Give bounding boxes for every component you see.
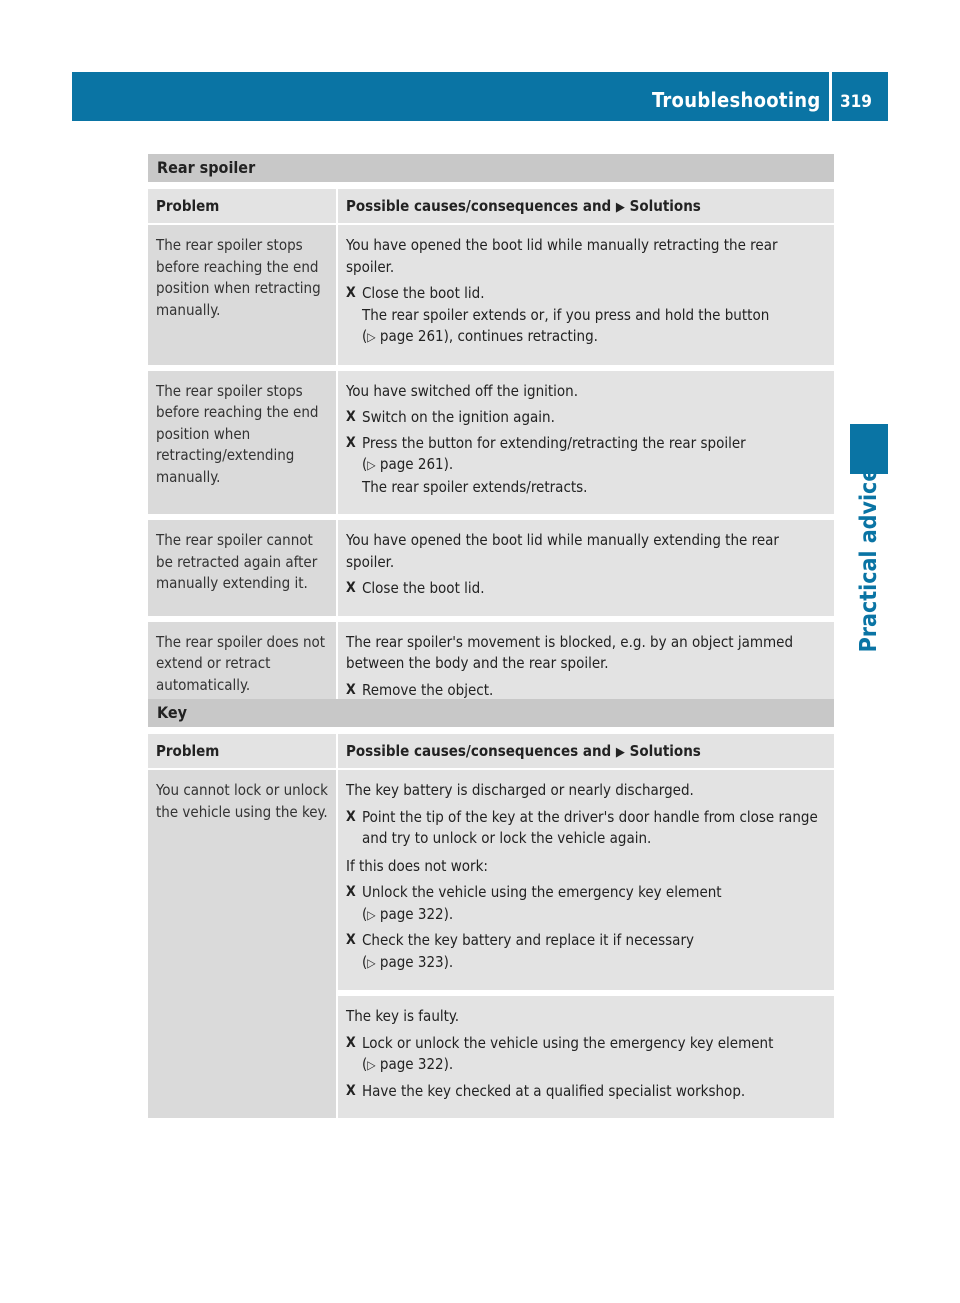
key-section xyxy=(148,699,834,1118)
section-title-key: Key xyxy=(148,699,834,727)
solution-cell: You have opened the boot lid while manually retracting the rear spoiler. X Close the boot lid. The rear spoiler extends or, if you press and hold the button (▷ page 261), continues retracting. xyxy=(336,225,834,371)
problem-cell: The rear spoiler stops before reaching the end position when retracting manually. xyxy=(148,225,336,371)
page-reference-icon: ▷ xyxy=(367,955,376,970)
side-tab-marker xyxy=(850,424,888,474)
solution-cell: The key is faulty. X Lock or unlock the vehicle using the emergency key element (▷ page 322). X Have the key checked at a qualified specialist workshop. xyxy=(336,996,834,1118)
problem-cell: The rear spoiler stops before reaching the end position when retracting/extending manually. xyxy=(148,371,336,521)
solution-cell: The rear spoiler's movement is blocked, e.g. by an object jammed between the body and the rear spoiler. X Remove the object. xyxy=(336,622,834,718)
solution-step: X Close the boot lid. The rear spoiler extends or, if you press and hold the button (▷ page 261), continues retracting. xyxy=(346,284,770,345)
solution-step: X Press the button for extending/retracting the rear spoiler (▷ page 261). The rear spoiler extends/retracts. xyxy=(346,433,746,496)
step-bullet-icon: X xyxy=(346,580,356,596)
step-bullet-icon: X xyxy=(346,434,356,451)
solution-cell: The key battery is discharged or nearly discharged. X Point the tip of the key at the driver's door handle from close range and try to unlock or lock the vehicle again. If this does not work: X Unlock the vehicle using the emergency key element (▷ page 322). X Check the key battery and replace it if necessary (▷ page 323). xyxy=(336,770,834,996)
rear-spoiler-table xyxy=(148,189,834,717)
column-header-causes: Possible causes/consequences and ▶ Solutions xyxy=(336,189,834,225)
page-reference-icon: ▷ xyxy=(367,458,376,472)
solution-step: X Close the boot lid. xyxy=(346,578,826,600)
problem-cell: You cannot lock or unlock the vehicle using the key. xyxy=(148,770,336,1118)
step-bullet-icon: X xyxy=(346,681,356,698)
page-title: Troubleshooting xyxy=(652,88,821,112)
table-header-row xyxy=(148,734,834,770)
arrow-right-icon: ▶ xyxy=(615,200,625,215)
solution-step: X Unlock the vehicle using the emergency key element (▷ page 322). xyxy=(346,883,722,923)
step-bullet-icon: X xyxy=(346,285,356,301)
arrow-right-icon: ▶ xyxy=(615,745,625,760)
table-row xyxy=(148,225,834,371)
page-reference-icon: ▷ xyxy=(367,330,376,344)
rear-spoiler-section xyxy=(148,154,834,717)
column-header-problem: Problem xyxy=(148,734,336,770)
step-bullet-icon: X xyxy=(346,1034,356,1051)
problem-cell: The rear spoiler cannot be retracted again after manually extending it. xyxy=(148,520,336,622)
table-row xyxy=(148,770,834,996)
table-row xyxy=(148,520,834,622)
solution-step: X Switch on the ignition again. xyxy=(346,407,826,429)
step-bullet-icon: X xyxy=(346,932,356,948)
step-bullet-icon: X xyxy=(346,884,356,900)
table-header-row xyxy=(148,189,834,225)
solution-cell: You have opened the boot lid while manually extending the rear spoiler. X Close the boot lid. xyxy=(336,520,834,622)
solution-step: X Check the key battery and replace it if necessary (▷ page 323). xyxy=(346,931,694,971)
step-bullet-icon: X xyxy=(346,808,356,825)
page-number: 319 xyxy=(840,92,872,112)
page-reference-icon: ▷ xyxy=(367,1058,376,1072)
solution-cell: You have switched off the ignition. X Switch on the ignition again. X Press the button for extending/retracting the rear spoiler (▷ page 261). The rear spoiler extends/retracts. xyxy=(336,371,834,521)
header-divider xyxy=(829,72,832,121)
solution-step: X Point the tip of the key at the driver's door handle from close range and try to unlock or lock the vehicle again. xyxy=(346,807,818,847)
table-row xyxy=(148,371,834,521)
section-title-rear-spoiler: Rear spoiler xyxy=(148,154,834,182)
solution-step: X Remove the object. xyxy=(346,680,826,702)
step-bullet-icon: X xyxy=(346,1082,356,1099)
problem-cell: The rear spoiler does not extend or retract automatically. xyxy=(148,622,336,718)
column-header-problem: Problem xyxy=(148,189,336,225)
step-bullet-icon: X xyxy=(346,409,356,425)
solution-step: X Lock or unlock the vehicle using the emergency key element (▷ page 322). xyxy=(346,1033,774,1073)
column-header-causes: Possible causes/consequences and ▶ Solutions xyxy=(336,734,834,770)
key-table xyxy=(148,734,834,1118)
page-reference-icon: ▷ xyxy=(367,907,376,922)
solution-step: X Have the key checked at a qualified specialist workshop. xyxy=(346,1081,826,1103)
